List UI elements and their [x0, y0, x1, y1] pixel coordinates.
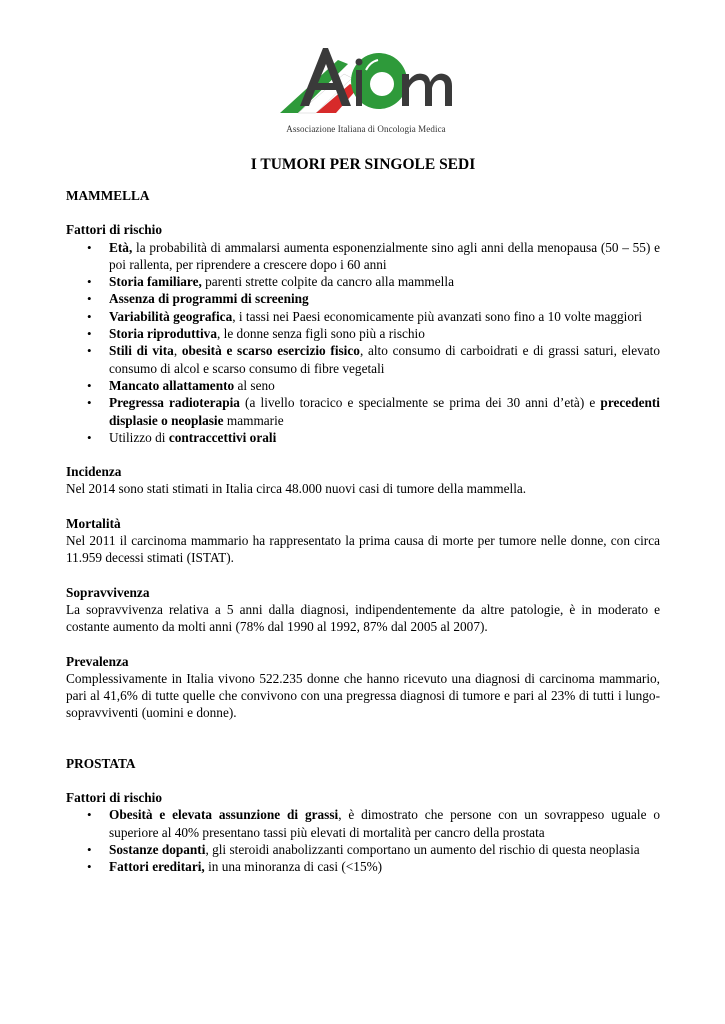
logo-caption: Associazione Italiana di Oncologia Medica [286, 124, 446, 134]
document-body [66, 155, 660, 876]
list-item: • Mancato allattamento al seno [109, 377, 660, 394]
aiom-logo [278, 40, 454, 140]
risk-factors-title: Fattori di rischio [66, 222, 163, 238]
list-item: • Utilizzo di contraccettivi orali [109, 429, 660, 446]
risk-factors-list [66, 806, 660, 875]
list-item: • Assenza di programmi di screening [109, 290, 660, 307]
list-item: • Età, la probabilità di ammalarsi aumenta esponenzialmente sino agli anni della menopausa (50 – 55) e poi rallenta, per riprendere a crescere dopo i 60 anni [109, 239, 660, 274]
list-item: • Variabilità geografica, i tassi nei Paesi economicamente più avanzati sono fino a 10 volte maggiori [109, 308, 660, 325]
section-heading-mammella: MAMMELLA [66, 188, 150, 203]
list-item: • Obesità e elevata assunzione di grassi, è dimostrato che persone con un sovrappeso uguale o superiore al 40% presentano tassi più elevati di mortalità per cancro della prostata [109, 806, 660, 841]
list-item: • Storia familiare, parenti strette colpite da cancro alla mammella [109, 273, 660, 290]
incidenza-text: Nel 2014 sono stati stimati in Italia circa 48.000 nuovi casi di tumore della mammella. [66, 481, 527, 497]
incidenza-title: Incidenza [66, 464, 122, 480]
mortalita-title: Mortalità [66, 515, 121, 531]
list-item: • Sostanze dopanti, gli steroidi anabolizzanti comportano un aumento del rischio di questa neoplasia [109, 841, 660, 858]
aiom-logo-mark [278, 40, 454, 124]
prevalenza-text: Complessivamente in Italia vivono 522.235 donne che hanno ricevuto una diagnosi di carcinoma mammario, pari al 41,6% di tutte quelle che convivono con una pregressa diagnosi di tumore e pari al 23% di tutti i lungo-sopravviventi (uomini e donne). [66, 670, 660, 721]
sopravvivenza-text: La sopravvivenza relativa a 5 anni dalla diagnosi, indipendentemente da altre patologie, è in moderato e costante aumento da molti anni (78% dal 1990 al 1992, 87% dal 2005 al 2007). [66, 601, 660, 635]
risk-factors-title: Fattori di rischio [66, 790, 163, 806]
risk-factors-list [66, 239, 660, 447]
section-heading-prostata: PROSTATA [66, 755, 136, 771]
mortalita-text: Nel 2011 il carcinoma mammario ha rappresentato la prima causa di morte per tumore nelle donne, con circa 11.959 decessi stimati (ISTAT). [66, 533, 660, 566]
list-item: • Pregressa radioterapia (a livello toracico e specialmente se prima dei 30 anni d’età) e precedenti displasie o neoplasie mammarie [109, 394, 660, 429]
sopravvivenza-title: Sopravvivenza [66, 584, 150, 600]
prevalenza-title: Prevalenza [66, 653, 129, 669]
list-item: • Stili di vita, obesità e scarso esercizio fisico, alto consumo di carboidrati e di grassi saturi, elevato consumo di alcol e scarso consumo di fibre vegetali [109, 342, 660, 377]
list-item: • Storia riproduttiva, le donne senza figli sono più a rischio [109, 325, 660, 342]
page-title: I TUMORI PER SINGOLE SEDI [250, 156, 476, 173]
list-item: • Fattori ereditari, in una minoranza di casi (<15%) [109, 858, 660, 875]
